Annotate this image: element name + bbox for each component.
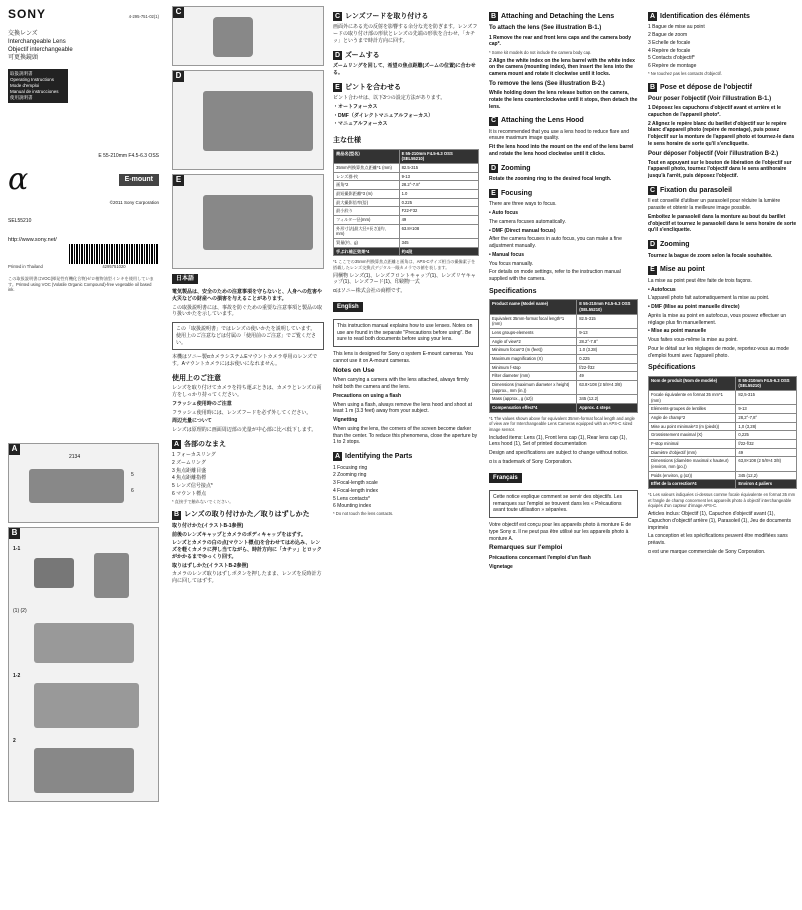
title-fr: Objectif interchangeable (8, 47, 73, 54)
table-cell: 画角*2 (334, 181, 400, 190)
title-zh: 可更換鏡頭 (8, 55, 39, 62)
table-cell: Product name (Model name) (490, 300, 577, 314)
figure-a-callouts: 2134 (69, 454, 81, 461)
table-row (649, 376, 797, 390)
manual-labels (8, 69, 68, 103)
table-row (490, 328, 638, 337)
table-row (649, 471, 797, 480)
en-vignetting-text: When using the lens, the corners of the screen become darker than the center. To reduce this phenomena, close the aperture by 1 to 2 stops. (333, 425, 478, 446)
table-cell: フィルター径(mm) (334, 215, 400, 224)
list-item: 1 フォーカスリング (172, 452, 216, 459)
table-row (490, 404, 638, 413)
en-compat: This lens is designed for Sony α system E-mount cameras. You cannot use it on A-mount cameras. (333, 351, 474, 364)
en-zoom-text: Rotate the zooming ring to the desired focal length. (489, 176, 612, 183)
table-cell: 外形寸法(最大径×長さ)(約、mm) (334, 224, 400, 238)
fr-focus-title: Mise au point (660, 266, 705, 274)
jp-precautions-title: 使用上のご注意 (172, 374, 221, 382)
lang-french: Français (489, 473, 522, 483)
table-row (490, 346, 638, 355)
manual-label-zh: 使用說明書 (10, 94, 33, 100)
jp-zoom-title: ズームする (345, 51, 380, 59)
table-cell: F-stop minimal (649, 440, 736, 449)
printed-in: Printed in Thailand (8, 264, 43, 270)
list-item: 6 Repère de montage (648, 63, 697, 70)
table-cell: Diamètre d'objectif (mm) (649, 448, 736, 457)
fr-pose-header: B Pose et dépose de l'objectif (649, 83, 752, 91)
list-item: 3 Echelle de focale (648, 39, 691, 46)
table-row (649, 422, 797, 431)
sony-logo: SONY (8, 7, 47, 21)
table-row (334, 149, 479, 163)
table-cell: 1.0 (399, 189, 478, 198)
lens-hood-icon (213, 17, 253, 57)
manual-label-en: Operating Instructions (10, 76, 55, 82)
jp-zoom-header: D ズームする (334, 51, 380, 59)
fr-pose-step1: 1 Déposez les capuchons d'objectif avant et arrière et le capuchon de l'appareil photo*. (648, 105, 781, 118)
jp-focus-text: ピント合わせは、以下3つの設定方法があります。 (333, 95, 446, 102)
en-attach-header: B Attaching and Detaching the Lens (490, 13, 615, 20)
en-flash-title: Precautions on using a flash (333, 392, 402, 399)
english-french-column (486, 0, 641, 910)
en-dmf: • DMF (Direct manual focus) (489, 227, 556, 234)
cover-column (0, 0, 165, 910)
table-cell: 82,5-315 (736, 391, 797, 405)
table-row (649, 391, 797, 405)
fr-ident-header: A Identification des éléments (649, 13, 750, 20)
table-cell: 質量(約、g) (334, 238, 400, 247)
fr-included: Articles inclus: Objectif (1), Capuchon d'objectif avant (1), Capuchon d'objectif arrière (1), Parasoleil (1), Jeu de documents imprimés (648, 511, 791, 531)
lens-cap-icon (94, 553, 129, 598)
fr-ident-list (648, 24, 797, 70)
en-hood-title: Attaching the Lens Hood (501, 117, 584, 125)
fr-mf: • Mise au point manuelle (648, 328, 707, 335)
en-step2: 2 Align the white index on the lens barrel with the white index on the camera (mounting index), then insert the lens into the camera mount and rotate it clockwise until it locks. (489, 57, 635, 78)
table-cell: 28.2°-7.8° (399, 181, 478, 190)
figure-e-label: E (173, 175, 184, 186)
jp-flash-text: フラッシュ使用時には、レンズフードを必ず外してください。 (172, 409, 312, 416)
table-cell: Dimensions (diamètre maximal x hauteur) (environ, mm (po.)) (649, 457, 736, 471)
jp-vignette-title: 周辺光量について (172, 418, 212, 425)
en-attach-sub: To attach the lens (See illustration B-1.) (489, 25, 602, 32)
en-trademark: α is a trademark of Sony Corporation. (489, 458, 573, 465)
table-cell: 最大撮影倍率(倍) (334, 198, 400, 207)
en-parts-list (333, 465, 479, 511)
list-item: 3 Focal-length scale (333, 480, 378, 487)
fr-ident-note: * Ne touchez pas les contacts d'objectif. (648, 70, 722, 76)
table-cell: 1,0 (3,28) (736, 422, 797, 431)
table-cell: F22-F32 (399, 207, 478, 216)
table-cell: 63,8×108 (2 5/8×4 3/8) (736, 457, 797, 471)
table-cell: Mass (approx., g (oz)) (490, 395, 577, 404)
lens-remove-icon (34, 748, 134, 793)
jp-attach-step1: 前後のレンズキャップとカメラのボディキャップをはずす。 (172, 531, 306, 538)
table-cell: 約4段 (399, 247, 478, 256)
part-number: 4-295-751-02(1) (128, 14, 159, 19)
fr-focus-more: Pour le détail sur les réglages de mode, reportez-vous au mode d'emploi fourni avec l'appareil photo. (648, 345, 789, 359)
fr-zoom-title: Zooming (660, 241, 690, 249)
emount-badge: E-mount (119, 174, 159, 185)
model-name: E 55-210mm F4.5-6.3 OSS (98, 152, 159, 159)
jp-warning: 電気製品は、安全のための注意事項を守らないと、人身への危害や火災などの財産への損害を与えることがあります。 (172, 289, 323, 302)
jp-parts-header: A 各部のなまえ (173, 440, 226, 448)
jp-flash-title: フラッシュ使用時のご注意 (172, 400, 232, 407)
table-row (334, 224, 479, 238)
table-cell: Nom de produit (Nom de modèle) (649, 376, 736, 390)
list-item: 2 Bague de zoom (648, 32, 688, 39)
fr-flash-title: Précautions concernant l'emploi d'un flash (489, 555, 591, 562)
copyright: ©2011 Sony Corporation (109, 200, 159, 206)
lens-side-view-icon (29, 469, 124, 503)
table-cell: Mise au point minimale*3 (m (pieds)) (649, 422, 736, 431)
jp-mf: ・マニュアルフォーカス (333, 121, 388, 128)
table-cell: 9-13 (399, 172, 478, 181)
fr-zoom-text: Tournez la bague de zoom selon la focale souhaitée. (648, 252, 773, 259)
fr-af-text: L'appareil photo fait automatiquement la mise au point. (648, 295, 770, 302)
table-row (649, 405, 797, 414)
table-row (334, 215, 479, 224)
list-item: 4 Repère de focale (648, 47, 691, 54)
product-titles (8, 30, 159, 62)
table-cell: 0.225 (399, 198, 478, 207)
japanese-column (168, 0, 328, 910)
list-item: 6 マウント標点 (172, 490, 207, 497)
en-hood-bold: Fit the lens hood into the mount on the end of the lens barrel and rotate the lens hood clockwise until it clicks. (489, 144, 634, 157)
en-remove-text: While holding down the lens release button on the camera, rotate the lens counterclockwise until it stops, then detach the lens. (489, 90, 638, 110)
figure-c (172, 6, 324, 66)
table-row (649, 457, 797, 471)
en-mf: • Manual focus (489, 251, 525, 258)
fr-depose-text: Tout en appuyant sur le bouton de libération de l'objectif sur l'appareil photo, tournez l'objectif dans le sens antihoraire jusqu'à l'arrêt, puis déposez l'objectif. (648, 159, 792, 180)
table-cell: Equivalent 35mm-format focal length*1 (mm) (490, 314, 577, 328)
table-cell: レンズ群-枚 (334, 172, 400, 181)
figure-a-callout-5: 5 (131, 472, 134, 479)
fr-spec-notes: *1 Les valeurs indiquées ci-dessus comme focale équivalente en format 35 mm et l'angle de champ concernent les appareils photo à objectif interchangeable équipés d'un capteur d'image APS-C. (648, 492, 796, 509)
focus-ring-icon (203, 195, 313, 250)
manual-label-jp: 取扱説明書 (10, 70, 33, 76)
table-cell: Eléments-groupes de lentilles (649, 405, 736, 414)
table-row (334, 181, 479, 190)
fr-design-note: La conception et les spécifications peuvent être modifiées sans préavis. (648, 533, 788, 547)
table-cell: Minimum f-stop (490, 363, 577, 372)
jp-detach-text: カメラのレンズ取りはずしボタンを押したまま、レンズを反時計方向に回してはずす。 (172, 571, 322, 585)
table-cell: Grossissement maximal (X) (649, 431, 736, 440)
table-row (334, 198, 479, 207)
figure-e (172, 174, 324, 269)
table-row (490, 314, 638, 328)
table-cell: 28.2°-7.8° (577, 337, 638, 346)
french-column (645, 0, 800, 910)
jp-parts-note: * 直接手で触れないでください。 (172, 498, 234, 504)
jp-attach-title: レンズの取り付けかた／取りはずしかた (184, 511, 310, 519)
table-cell: Filter diameter (mm) (490, 372, 577, 381)
fr-pose-sub: Pour poser l'objectif (Voir l'illustration B-1.) (648, 96, 772, 103)
table-row (334, 247, 479, 256)
fr-notice-box: Cette notice explique comment se servir des objectifs. Les remarques sur l'emploi se trouvent dans les « Précautions avant toute utilisation » séparées. (489, 490, 638, 518)
figure-c-label: C (173, 7, 184, 18)
lens-align-icon (34, 683, 139, 728)
fr-hood-bold: Emboîtez le parasoleil dans la monture au bout du barillet d'objectif et tournez le parasoleil dans le sens horaire de sorte qu'il s'encliquette. (648, 213, 797, 234)
alpha-logo-icon: α (8, 161, 29, 197)
jp-precautions-text: レンズを取り付けてカメラを持ち運ぶときは、カメラとレンズの両方をしっかり持ってください。 (172, 385, 322, 399)
en-focus-header: E Focusing (489, 189, 638, 198)
title-jp: 交換レンズ (8, 31, 38, 38)
en-vignetting-title: Vignetting (333, 417, 358, 424)
jp-compat: 本機はソニー製αカメラシステムEマウントカメラ専用のレンズです。Aマウントカメラにはお使いになれません。 (172, 354, 318, 368)
table-cell: 82.5-315 (399, 163, 478, 172)
table-row (649, 431, 797, 440)
en-notice-box: This instruction manual explains how to use lenses. Notes on use are found in the separate "Precautions before using". Be sure to read both documents before using your lens. (333, 319, 479, 347)
table-row (490, 355, 638, 364)
table-cell: Minimum focus*3 (m (feet)) (490, 346, 577, 355)
jp-spec-table (333, 149, 479, 257)
list-item: 1 Bague de mise au point (648, 24, 705, 31)
table-cell: 0,225 (736, 431, 797, 440)
jp-vignette-text: レンズは原理的に画面周辺部の光量が中心部に比べ低下します。 (172, 427, 317, 434)
figure-a (8, 443, 159, 523)
fr-hood-title: Fixation du parasoleil (660, 186, 732, 194)
barcode-icon (69, 244, 159, 264)
manual-label-fr: Mode d'emploi (10, 82, 40, 88)
table-row (334, 189, 479, 198)
jp-intro: この取扱説明書には、事故を防ぐための重要な注意事項と製品の取り扱いかたを示しています。 (172, 304, 323, 318)
table-cell: 9-13 (577, 328, 638, 337)
table-cell: Angle de champ*2 (649, 414, 736, 423)
table-cell: 1.0 (3.28) (577, 346, 638, 355)
jp-trademark: αはソニー株式会社の商標です。 (333, 288, 406, 295)
fr-focus-header: E Mise au point (648, 265, 797, 274)
table-cell: Compensation effect*4 (490, 404, 577, 413)
jp-attach-step2: レンズとカメラの白の点(マウント標点)を合わせてはめ込み、レンズを軽くカメラに押し当てながら、時計方向に「カチッ」とロックがかかるまでゆっくり回す。 (172, 540, 322, 560)
table-row (649, 414, 797, 423)
jp-parts-title: 各部のなまえ (184, 440, 226, 448)
fr-hood-header: C Fixation du parasoleil (649, 186, 732, 194)
step-b1-1: 1-1 (13, 546, 21, 553)
en-step1: 1 Remove the rear and front lens caps and the camera body cap*. (489, 34, 631, 48)
barcode (69, 244, 159, 270)
zoom-ring-icon (203, 91, 313, 151)
recycle-note: この取扱説明書はVOC(揮発性有機化合物)ゼロ植物油型インキを使用しています。Printed using VOC (Volatile Organic Compound)-free vegetable oil based ink. (8, 276, 154, 293)
list-item: 5 Contacts d'objectif* (648, 55, 695, 62)
list-item: 4 Focal-length index (333, 487, 379, 494)
en-af-text: The camera focuses automatically. (489, 218, 566, 225)
en-focus-title: Focusing (501, 189, 533, 197)
model-block (8, 153, 159, 160)
list-item: 2 Zooming ring (333, 472, 367, 479)
en-zoom-title: Zooming (501, 164, 531, 172)
fr-hood-text: Il est conseillé d'utiliser un parasoleil pour réduire la lumière parasite et obtenir la meilleure image possible. (648, 198, 781, 212)
table-cell: Focale équivalente en format 35 mm*1 (mm) (649, 391, 736, 405)
jp-attach-sub: 取り付けかた(イラストB-1参照) (172, 522, 244, 529)
table-cell: 9-13 (736, 405, 797, 414)
en-remove-sub: To remove the lens (See illustration B-2.) (489, 80, 605, 87)
table-cell: E 55-210mm F4.5-6.3 OSS (SEL55210) (736, 376, 797, 390)
fr-pose-title: Pose et dépose de l'objectif (660, 83, 752, 91)
table-row (490, 337, 638, 346)
table-cell: E 55-210mm F4.5-6.3 OSS (SEL55210) (577, 300, 638, 314)
en-notes-title: Notes on Use (333, 366, 375, 374)
jp-attach-header: B レンズの取り付けかた／取りはずしかた (173, 511, 310, 519)
en-hood-text: It is recommended that you use a lens hood to reduce flare and ensure maximum image quality. (489, 128, 630, 142)
figure-d-label: D (173, 71, 184, 82)
table-cell: 63.8×108 (399, 224, 478, 238)
table-cell: Poids (environ, g (oz)) (649, 471, 736, 480)
table-row (334, 207, 479, 216)
en-flash-text: When using a flash, always remove the lens hood and shoot at least 1 m (3.3 feet) away from your subject. (333, 401, 472, 415)
figure-a-callout-6: 6 (131, 488, 134, 495)
table-cell: 最小絞り (334, 207, 400, 216)
en-specs-title: Specifications (489, 287, 537, 295)
table-cell: 49 (399, 215, 478, 224)
lang-japanese: 日本語 (172, 274, 198, 284)
en-parts-note: * Do not touch the lens contacts. (333, 511, 394, 517)
fr-compat: Votre objectif est conçu pour les appareils photo à monture E de type Sony α. Il ne peut pas être utilisé sur les appareils photo à monture A. (489, 522, 632, 542)
camera-body-icon (34, 558, 74, 588)
table-cell: 63.8×108 (2 5/8×4 3/8) (577, 381, 638, 395)
figure-b (8, 527, 159, 802)
fr-vig-title: Vignetage (489, 563, 513, 570)
en-design-note: Design and specifications are subject to change without notice. (489, 450, 629, 457)
fr-zoom-header: D Zooming (649, 241, 690, 249)
jp-parts-list (172, 452, 324, 498)
table-cell: Lens groups-elements (490, 328, 577, 337)
en-focus-more: For details on mode settings, refer to the instruction manual supplied with the camera. (489, 269, 621, 283)
jp-zoom-text: ズームリングを回して、希望の焦点距離(ズームの位置)に合わせる。 (333, 63, 476, 76)
barcode-number: 4295751020 (102, 264, 126, 270)
title-en: Interchangeable Lens (8, 39, 66, 46)
table-cell: 手ぶれ補正効果*4 (334, 247, 400, 256)
step-b2: 2 (13, 738, 16, 745)
table-row (490, 300, 638, 314)
table-cell: Dimensions (maximum diameter x height) (approx., mm (in.)) (490, 381, 577, 395)
list-item: 2 ズームリング (172, 459, 206, 466)
step-b-substeps: (1) (2) (13, 608, 27, 615)
table-row (334, 238, 479, 247)
jp-hood-title: レンズフードを取り付ける (345, 13, 429, 20)
list-item: 5 Lens contacts* (333, 495, 370, 502)
table-row (490, 363, 638, 372)
table-cell: Approx. 4 steps (577, 404, 638, 413)
fr-focus-text: La mise au point peut être faite de trois façons. (648, 277, 752, 284)
table-cell: 0.225 (577, 355, 638, 364)
table-cell: 35mm判換算焦点距離*1 (mm) (334, 163, 400, 172)
fr-pose-step2: 2 Alignez le repère blanc du barillet d'objectif sur le repère blanc d'appareil photo (repère de montage), puis posez l'objectif sur la monture de l'appareil photo et tournez-le dans le sens horaire de sorte qu'il s'encliquette. (648, 120, 795, 147)
en-focus-text: There are three ways to focus. (489, 201, 557, 208)
table-cell: 最短撮影距離*3 (m) (334, 189, 400, 198)
table-cell: E 55-210mm F4.5-6.3 OSS (SEL55210) (399, 149, 478, 163)
en-hood-header: C Attaching the Lens Hood (490, 117, 584, 125)
table-row (490, 372, 638, 381)
step-b1-2: 1-2 (13, 673, 21, 680)
figure-d (172, 70, 324, 170)
fr-spec-table (648, 376, 797, 489)
list-item: 5 レンズ信号接点* (172, 483, 213, 490)
jp-accessories: 同梱物 レンズ(1)、レンズフロントキャップ(1)、レンズリヤキャップ(1)、レンズフード(1)、印刷物一式 (333, 272, 476, 286)
table-row (649, 448, 797, 457)
en-notes-text: When carrying a camera with the lens attached, always firmly hold both the camera and the lens. (333, 377, 469, 391)
jp-af: ・オートフォーカス (333, 103, 378, 110)
table-cell: Maximum magnification (X) (490, 355, 577, 364)
list-item: 3 焦点距離目盛 (172, 467, 207, 474)
jp-detach-sub: 取りはずしかた(イラストB-2参照) (172, 562, 249, 569)
list-item: 4 焦点距離指標 (172, 475, 207, 482)
en-included: Included items: Lens (1), Front lens cap (1), Rear lens cap (1), Lens hood (1), Set of printed documentation (489, 434, 627, 448)
en-af: • Auto focus (489, 210, 519, 217)
lang-english: English (333, 302, 363, 312)
japanese-english-column (330, 0, 482, 910)
table-cell: 商品名(型名) (334, 149, 400, 163)
fr-af: • Autofocus (648, 286, 676, 293)
en-spec-table (489, 299, 638, 412)
table-row (334, 172, 479, 181)
en-mf-text: You focus manually. (489, 260, 534, 267)
table-cell: f/22-f/32 (736, 440, 797, 449)
jp-hood-text: 画面外にある光の反射を影響する余分な光を防ぎます。レンズフードの取り付け部の形状とレンズの先端の形状を合わせ、「カチッ」というまで時計方向に回す。 (333, 24, 478, 44)
en-dmf-text: After the camera focuses in auto focus, you can make a fine adjustment manually. (489, 236, 622, 250)
fr-dmf: • DMF (Mise au point manuelle directe) (648, 304, 740, 311)
lens-mount-icon (34, 623, 134, 663)
table-cell: 345 (12.2) (577, 395, 638, 404)
fr-depose-sub: Pour déposer l'objectif (Voir l'illustration B-2.) (648, 150, 779, 157)
jp-spec-notes: *1 ここでの35mm判換算焦点距離と画角は、APS-Cサイズ相当の撮像素子を搭載したレンズ交換式デジタル一眼カメラでの値を表します。 (333, 259, 476, 270)
jp-specs-title: 主な仕様 (333, 137, 361, 145)
fr-dmf-text: Après la mise au point en autofocus, vous pouvez effectuer un réglage plus fin manuellement. (648, 312, 787, 326)
table-cell: Effet de la correction*4 (649, 480, 736, 489)
table-row (490, 381, 638, 395)
jp-dmf: ・DMF（ダイレクトマニュアルフォーカス） (333, 112, 434, 119)
fr-notes-title: Remarques sur l'emploi (489, 544, 563, 552)
en-zoom-header: D Zooming (490, 164, 531, 172)
table-cell: Environ 4 paliers (736, 480, 797, 489)
fr-ident-title: Identification des éléments (660, 13, 750, 20)
table-cell: 49 (736, 448, 797, 457)
table-cell: 28,2°-7,8° (736, 414, 797, 423)
en-parts-title: Identifying the Parts (345, 453, 413, 461)
en-spec-notes: *1 The values shown above for equivalent 35mm-format focal length and angle of view are for Interchangeable Lens Cameras equipped with an APS-C sized image sensor. (489, 415, 635, 433)
model-code: SEL55210 (8, 218, 32, 225)
table-cell: 345 (399, 238, 478, 247)
table-cell: Angle of view*2 (490, 337, 577, 346)
fr-trademark: α est une marque commerciale de Sony Corporation. (648, 548, 766, 555)
list-item: 1 Focusing ring (333, 464, 368, 471)
figure-b-label: B (9, 528, 20, 539)
table-cell: 49 (577, 372, 638, 381)
en-parts-header: A Identifying the Parts (334, 453, 413, 461)
jp-focus-title: ピントを合わせる (345, 83, 401, 91)
jp-hood-header: C レンズフードを取り付ける (334, 13, 429, 20)
figure-a-label: A (9, 444, 20, 455)
table-cell: 82.5-315 (577, 314, 638, 328)
table-row (490, 395, 638, 404)
sony-url[interactable]: http://www.sony.net/ (8, 236, 57, 243)
table-cell: f/22-f/32 (577, 363, 638, 372)
table-row (649, 480, 797, 489)
table-row (334, 163, 479, 172)
jp-notice-box: この「取扱説明書」ではレンズの使いかたを説明しています。使用上のご注意などは付属の「使用前のご注意」でご覧ください。 (172, 322, 324, 350)
fr-specs-title: Spécifications (648, 364, 696, 372)
en-step1-note: * Some kit models do not include the camera body cap. (489, 50, 592, 56)
fr-mf-text: Vous faites vous-même la mise au point. (648, 337, 738, 344)
en-attach-title: Attaching and Detaching the Lens (501, 13, 615, 20)
list-item: 6 Mounting index (333, 503, 372, 510)
table-row (649, 440, 797, 449)
table-cell: 345 (12,2) (736, 471, 797, 480)
jp-focus-header: E ピントを合わせる (333, 83, 479, 92)
manual-label-es: Manual de instrucciones (10, 88, 59, 94)
